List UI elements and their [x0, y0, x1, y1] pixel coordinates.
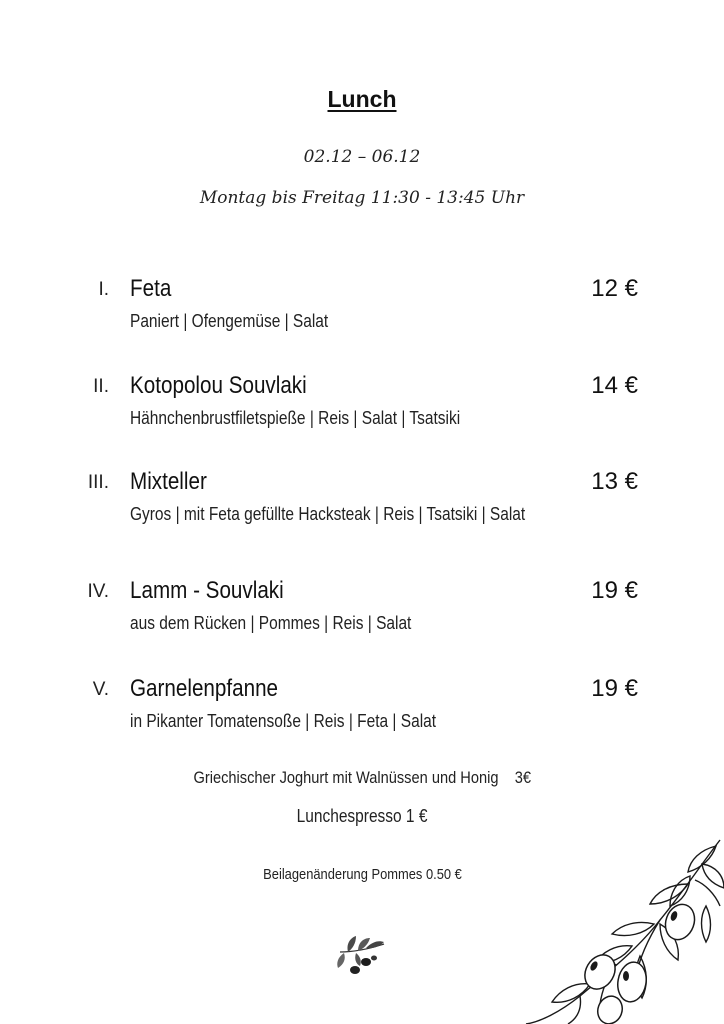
espresso-extra	[0, 806, 724, 827]
yogurt-price: 3€	[514, 768, 531, 787]
dish-description: Gyros | mit Feta gefüllte Hacksteak | Reis | Tsatsiki | Salat	[130, 504, 526, 524]
opening-hours: Montag bis Freitag 11:30 - 13:45 Uhr	[199, 188, 525, 208]
item-numeral: I.	[98, 279, 109, 300]
olive-branch-illustration	[520, 836, 724, 1024]
dish-name: Kotopolou Souvlaki	[130, 372, 307, 399]
yogurt-extra	[0, 768, 724, 788]
dish-price: 14 €	[591, 372, 638, 399]
dish-price: 19 €	[591, 675, 638, 702]
dish-name: Lamm - Souvlaki	[130, 577, 284, 604]
dish-name: Mixteller	[130, 468, 207, 495]
menu-title: Lunch	[327, 86, 397, 112]
dish-description: in Pikanter Tomatensoße | Reis | Feta | Salat	[130, 711, 437, 731]
menu-item	[0, 676, 724, 746]
date-range: 02.12 – 06.12	[303, 147, 421, 167]
item-numeral: II.	[93, 376, 109, 397]
dish-price: 13 €	[591, 468, 638, 495]
menu-item	[0, 373, 724, 443]
dish-description: aus dem Rücken | Pommes | Reis | Salat	[130, 613, 412, 633]
dish-price: 19 €	[591, 577, 638, 604]
dish-name: Feta	[130, 275, 172, 302]
item-numeral: IV.	[87, 581, 109, 602]
menu-item	[0, 469, 724, 539]
dish-price: 12 €	[591, 275, 638, 302]
yogurt-label: Griechischer Joghurt mit Walnüssen und Honig	[193, 768, 499, 787]
olive-sprig-icon	[336, 932, 388, 976]
side-change-label: Beilagenänderung Pommes 0.50 €	[262, 866, 462, 883]
dish-name: Garnelenpfanne	[130, 675, 279, 702]
dish-description: Paniert | Ofengemüse | Salat	[130, 311, 329, 331]
espresso-label: Lunchespresso 1 €	[296, 806, 428, 826]
dish-description: Hähnchenbrustfiletspieße | Reis | Salat | Tsatsiki	[130, 408, 461, 428]
item-numeral: V.	[92, 679, 109, 700]
item-numeral: III.	[87, 472, 109, 493]
menu-item	[0, 578, 724, 648]
menu-item	[0, 276, 724, 346]
